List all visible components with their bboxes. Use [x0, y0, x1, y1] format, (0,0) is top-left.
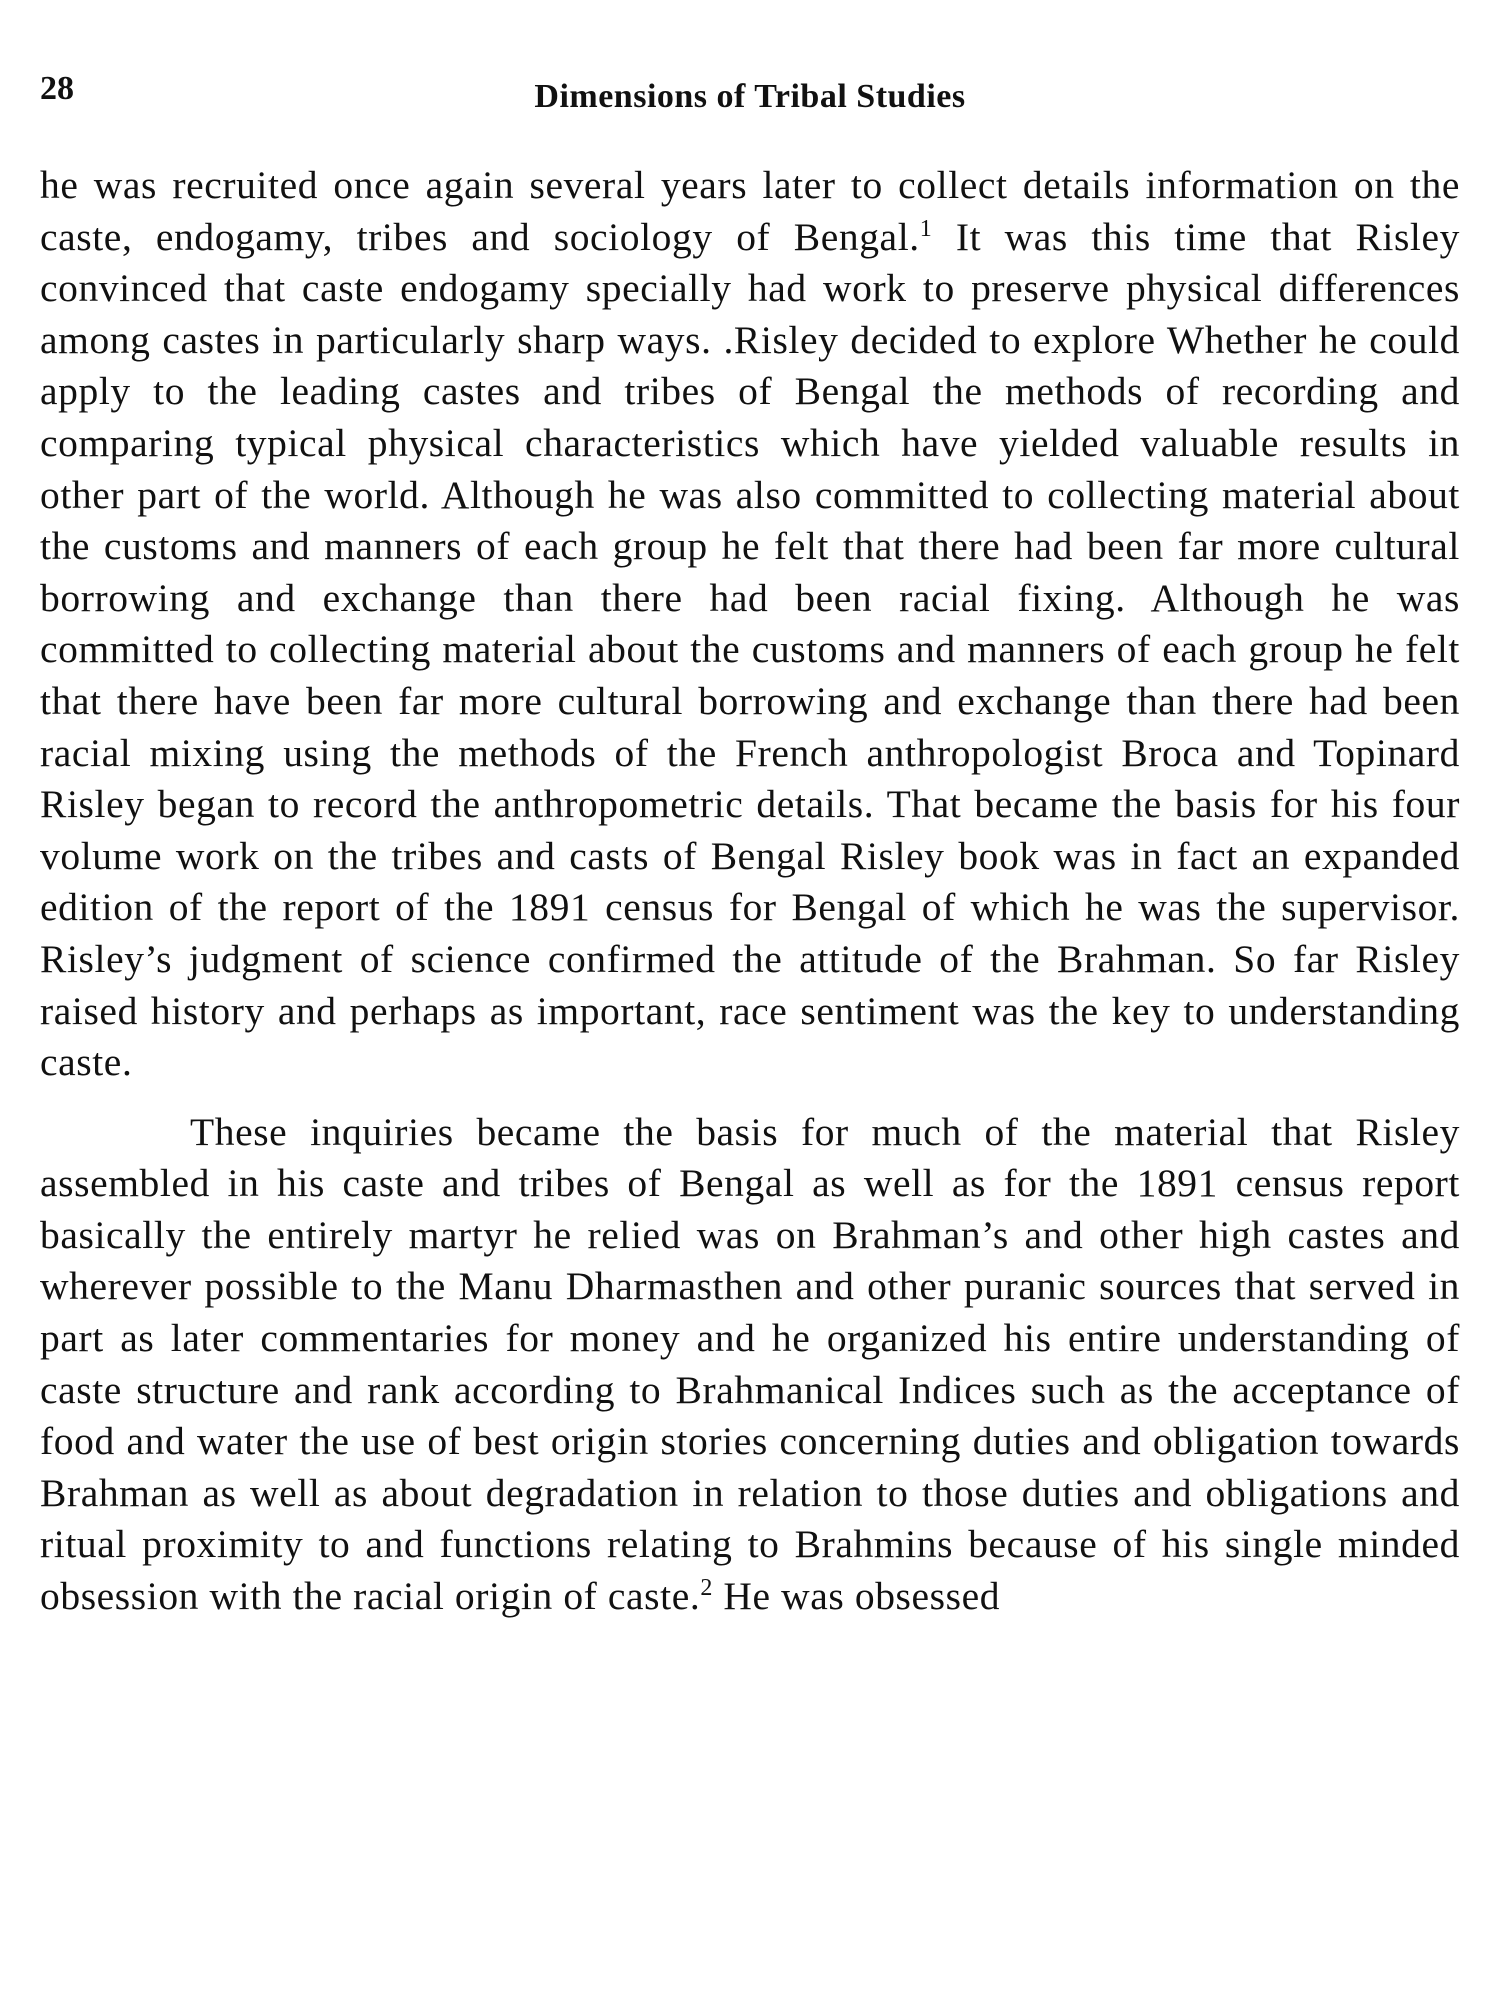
- paragraph-1: [40, 160, 1460, 1089]
- running-header: [40, 70, 1460, 130]
- footnote-ref-1: 1: [919, 215, 933, 242]
- paragraph-2-text-continued: He was obsessed: [712, 1574, 1001, 1619]
- paragraph-2: [40, 1107, 1460, 1623]
- paragraph-1-text-continued: It was this time that Risley convinced that caste endogamy specially had work to preserve physical differences among castes in particularly sharp ways. .Risley decided to explore Whether he could apply to the leading castes and tribes of Bengal the methods of recording and comparing typical physical characteristics which have yielded valuable results in other part of the world. Although he was also committed to collecting material about the customs and manners of each group he felt that there had been far more cultural borrowing and exchange than there had been racial fixing. Although he was committed to collecting material about the customs and manners of each group he felt that there have been far more cultural borrowing and exchange than there had been racial mixing using the methods of the French anthropologist Broca and Topinard Risley began to record the anthropometric details. That became the basis for his four volume work on the tribes and casts of Bengal Risley book was in fact an expanded edition of the report of the 1891 census for Bengal of which he was the supervisor. Risley’s judgment of science confirmed the attitude of the Brahman. So far Risley raised history and perhaps as important, race sentiment was the key to understanding caste.: [40, 214, 1460, 1085]
- running-title: Dimensions of Tribal Studies: [534, 78, 966, 115]
- paragraph-2-text: These inquiries became the basis for much of the material that Risley assembled in his caste and tribes of Bengal as well as for the 1891 census report basically the entirely martyr he relied was on Brahman’s and other high castes and wherever possible to the Manu Dharmasthen and other puranic sources that served in part as later commentaries for money and he organized his entire understanding of caste structure and rank according to Brahmanical Indices such as the acceptance of food and water the use of best origin stories concerning duties and obligation towards Brahman as well as about degradation in relation to those duties and obligations and ritual proximity to and functions relating to Brahmins because of his single minded obsession with the racial origin of caste.: [40, 1109, 1460, 1619]
- body-text: [40, 160, 1460, 1623]
- footnote-ref-2: 2: [700, 1574, 713, 1601]
- paragraph-1-text: he was recruited once again several years later to collect details information on the caste, endogamy, tribes and sociology of Bengal.: [40, 163, 1460, 259]
- page-number: 28: [40, 70, 74, 107]
